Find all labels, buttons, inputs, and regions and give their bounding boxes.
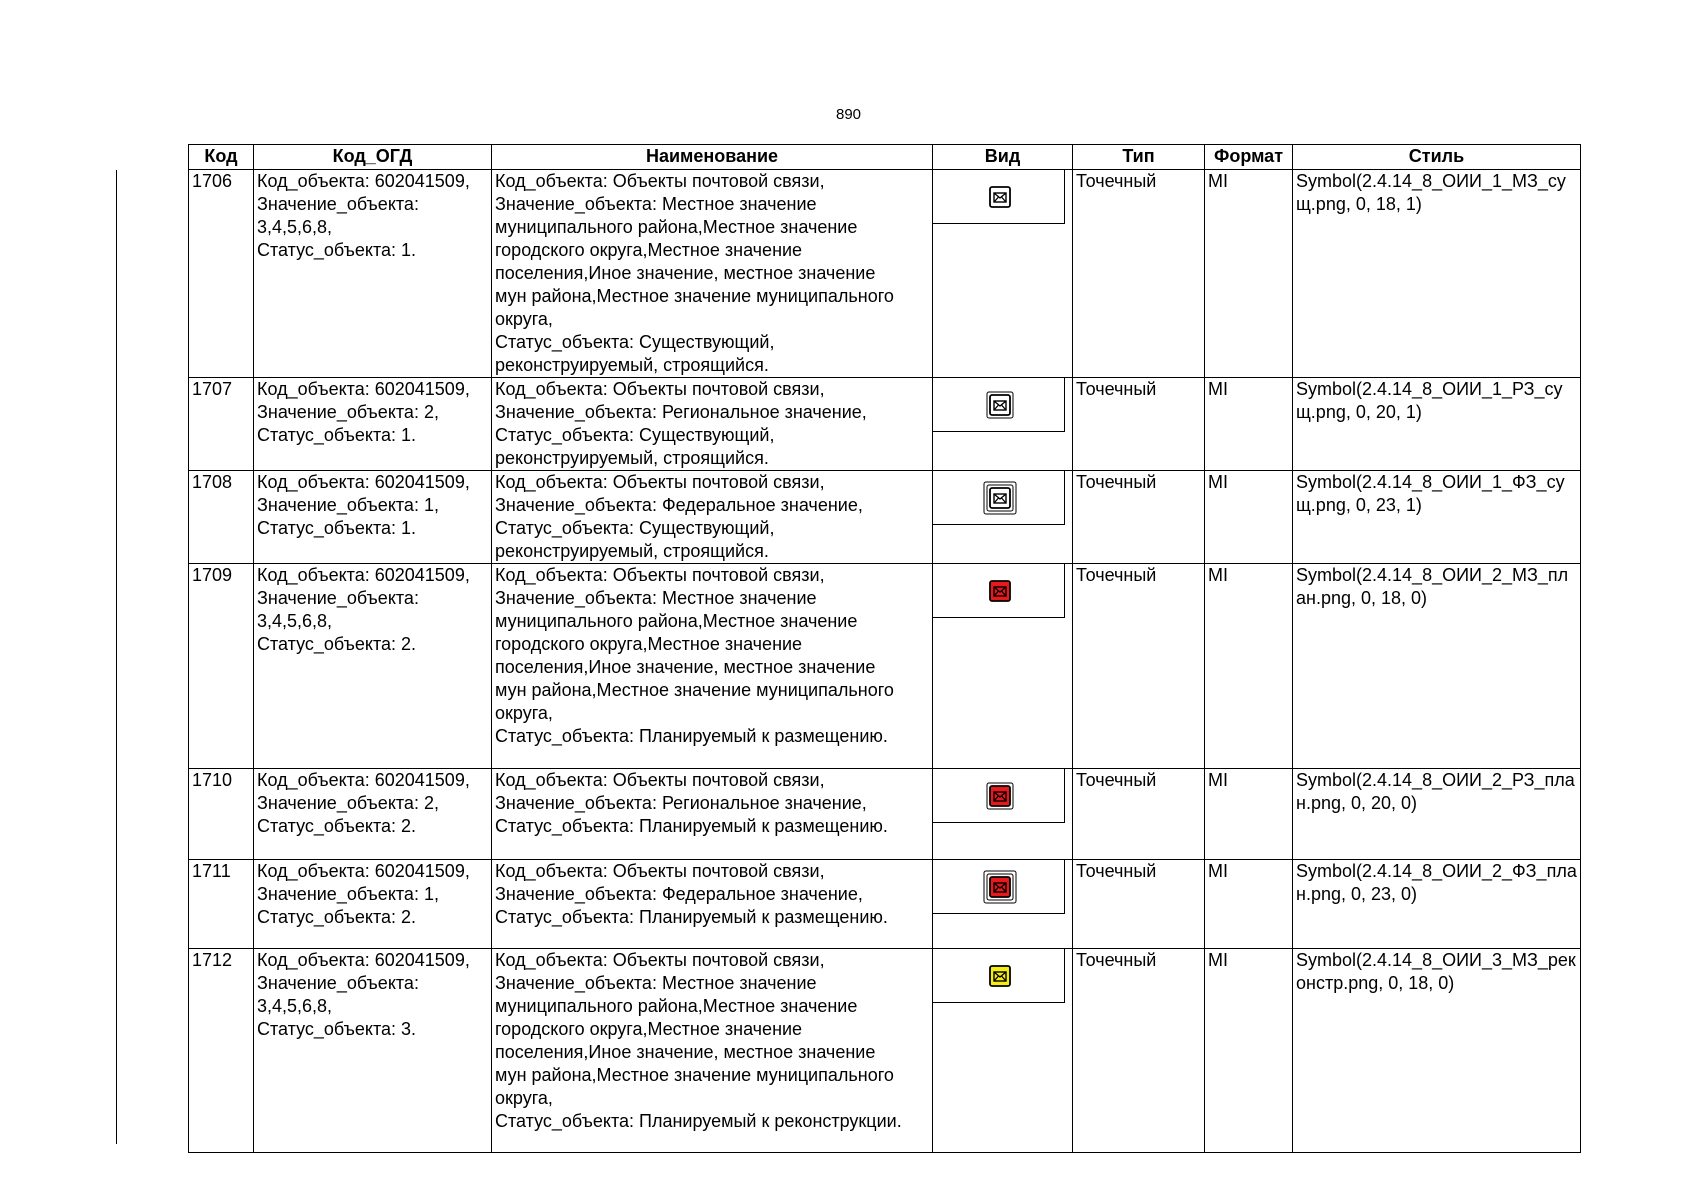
- table-row: [189, 564, 1581, 769]
- cell-format: MI: [1205, 170, 1293, 378]
- cell-vid: [933, 564, 1073, 769]
- cell-vid: [933, 378, 1073, 471]
- cell-kod: 1709: [189, 564, 254, 769]
- envelope-icon: [983, 180, 1017, 214]
- table-row: [189, 378, 1581, 471]
- cell-name: Код_объекта: Объекты почтовой связи, Значение_объекта: Региональное значение, Статус_объекта: Планируемый к размещению.: [492, 769, 933, 860]
- table-row: [189, 769, 1581, 860]
- cell-name: Код_объекта: Объекты почтовой связи, Значение_объекта: Местное значение муниципального района,Местное значение городского округа,Местное значение поселения,Иное значение, местное значение мун района,Местное значение муниципального округа, Статус_объекта: Существующий, реконструируемый, строящийся.: [492, 170, 933, 378]
- cell-name: Код_объекта: Объекты почтовой связи, Значение_объекта: Местное значение муниципального района,Местное значение городского округа,Местное значение поселения,Иное значение, местное значение мун района,Местное значение муниципального округа, Статус_объекта: Планируемый к реконструкции.: [492, 949, 933, 1153]
- table-header: [189, 145, 1581, 170]
- header-style: Стиль: [1293, 145, 1581, 170]
- cell-kod-ogd: Код_объекта: 602041509, Значение_объекта: 2, Статус_объекта: 2.: [254, 769, 492, 860]
- cell-style: Symbol(2.4.14_8_ОИИ_3_МЗ_реконстр.png, 0, 18, 0): [1293, 949, 1581, 1153]
- envelope-icon: [983, 388, 1017, 422]
- cell-tip: Точечный: [1073, 949, 1205, 1153]
- cell-tip: Точечный: [1073, 860, 1205, 949]
- icon-frame: [933, 471, 1065, 525]
- table-row: [189, 860, 1581, 949]
- cell-vid: [933, 769, 1073, 860]
- cell-kod-ogd: Код_объекта: 602041509, Значение_объекта: 3,4,5,6,8, Статус_объекта: 2.: [254, 564, 492, 769]
- icon-frame: [933, 564, 1065, 618]
- icon-frame: [933, 170, 1065, 224]
- envelope-icon: [983, 481, 1017, 515]
- table-row: [189, 949, 1581, 1153]
- cell-vid: [933, 949, 1073, 1153]
- cell-kod: 1711: [189, 860, 254, 949]
- header-format: Формат: [1205, 145, 1293, 170]
- envelope-icon: [983, 959, 1017, 993]
- margin-line: [116, 170, 117, 1144]
- cell-style: Symbol(2.4.14_8_ОИИ_1_РЗ_сущ.png, 0, 20, 1): [1293, 378, 1581, 471]
- envelope-icon: [983, 870, 1017, 904]
- header-vid: Вид: [933, 145, 1073, 170]
- icon-frame: [933, 860, 1065, 914]
- icon-frame: [933, 949, 1065, 1003]
- cell-format: MI: [1205, 860, 1293, 949]
- cell-kod: 1710: [189, 769, 254, 860]
- cell-vid: [933, 170, 1073, 378]
- page-number: 890: [835, 106, 862, 123]
- icon-frame: [933, 769, 1065, 823]
- symbol-table: [188, 144, 1581, 1153]
- cell-format: MI: [1205, 949, 1293, 1153]
- cell-format: MI: [1205, 769, 1293, 860]
- cell-style: Symbol(2.4.14_8_ОИИ_2_МЗ_план.png, 0, 18, 0): [1293, 564, 1581, 769]
- cell-format: MI: [1205, 378, 1293, 471]
- cell-name: Код_объекта: Объекты почтовой связи, Значение_объекта: Региональное значение, Статус_объекта: Существующий, реконструируемый, строящийся.: [492, 378, 933, 471]
- cell-kod-ogd: Код_объекта: 602041509, Значение_объекта: 1, Статус_объекта: 1.: [254, 471, 492, 564]
- cell-kod: 1708: [189, 471, 254, 564]
- table-row: [189, 471, 1581, 564]
- envelope-icon: [983, 574, 1017, 608]
- cell-name: Код_объекта: Объекты почтовой связи, Значение_объекта: Федеральное значение, Статус_объекта: Планируемый к размещению.: [492, 860, 933, 949]
- cell-kod-ogd: Код_объекта: 602041509, Значение_объекта: 2, Статус_объекта: 1.: [254, 378, 492, 471]
- cell-kod: 1707: [189, 378, 254, 471]
- header-name: Наименование: [492, 145, 933, 170]
- cell-tip: Точечный: [1073, 471, 1205, 564]
- cell-kod-ogd: Код_объекта: 602041509, Значение_объекта: 1, Статус_объекта: 2.: [254, 860, 492, 949]
- cell-name: Код_объекта: Объекты почтовой связи, Значение_объекта: Федеральное значение, Статус_объекта: Существующий, реконструируемый, строящийся.: [492, 471, 933, 564]
- cell-style: Symbol(2.4.14_8_ОИИ_2_ФЗ_план.png, 0, 23, 0): [1293, 860, 1581, 949]
- cell-kod: 1706: [189, 170, 254, 378]
- table-row: [189, 170, 1581, 378]
- icon-frame: [933, 378, 1065, 432]
- cell-tip: Точечный: [1073, 170, 1205, 378]
- cell-tip: Точечный: [1073, 564, 1205, 769]
- cell-style: Symbol(2.4.14_8_ОИИ_1_МЗ_сущ.png, 0, 18, 1): [1293, 170, 1581, 378]
- envelope-icon: [983, 779, 1017, 813]
- cell-tip: Точечный: [1073, 378, 1205, 471]
- cell-vid: [933, 471, 1073, 564]
- cell-kod: 1712: [189, 949, 254, 1153]
- cell-format: MI: [1205, 564, 1293, 769]
- header-kod: Код: [189, 145, 254, 170]
- cell-kod-ogd: Код_объекта: 602041509, Значение_объекта: 3,4,5,6,8, Статус_объекта: 3.: [254, 949, 492, 1153]
- cell-name: Код_объекта: Объекты почтовой связи, Значение_объекта: Местное значение муниципального района,Местное значение городского округа,Местное значение поселения,Иное значение, местное значение мун района,Местное значение муниципального округа, Статус_объекта: Планируемый к размещению.: [492, 564, 933, 769]
- cell-format: MI: [1205, 471, 1293, 564]
- cell-style: Symbol(2.4.14_8_ОИИ_2_РЗ_план.png, 0, 20, 0): [1293, 769, 1581, 860]
- cell-kod-ogd: Код_объекта: 602041509, Значение_объекта: 3,4,5,6,8, Статус_объекта: 1.: [254, 170, 492, 378]
- cell-tip: Точечный: [1073, 769, 1205, 860]
- cell-style: Symbol(2.4.14_8_ОИИ_1_ФЗ_сущ.png, 0, 23, 1): [1293, 471, 1581, 564]
- cell-vid: [933, 860, 1073, 949]
- header-tip: Тип: [1073, 145, 1205, 170]
- header-kod-ogd: Код_ОГД: [254, 145, 492, 170]
